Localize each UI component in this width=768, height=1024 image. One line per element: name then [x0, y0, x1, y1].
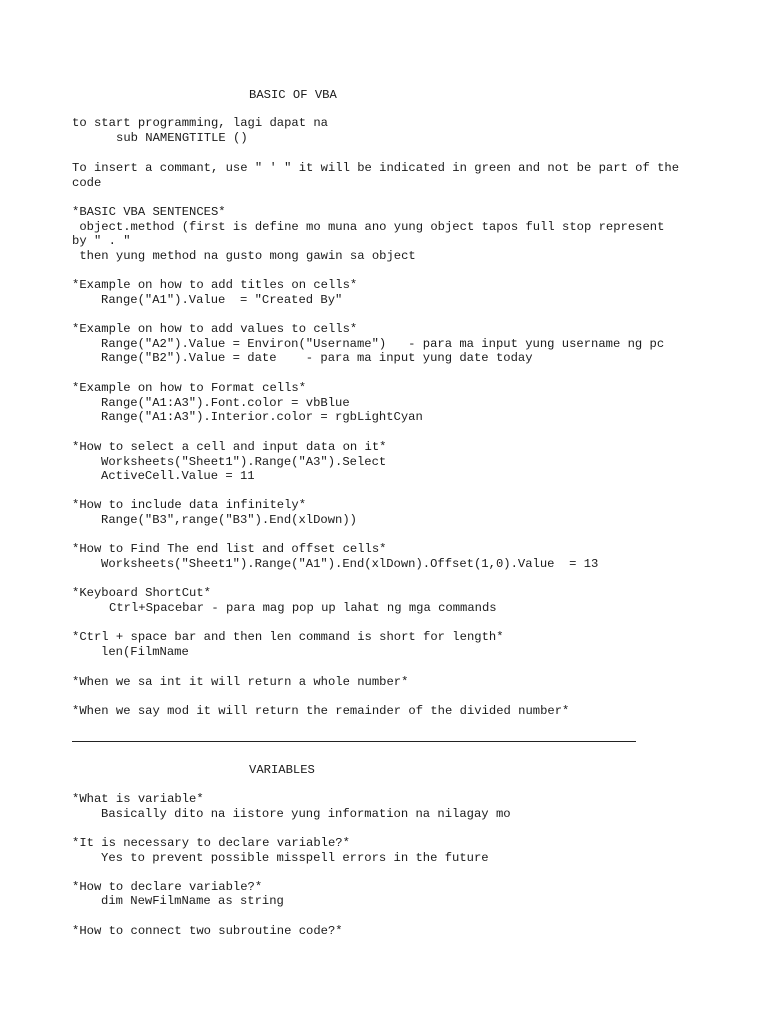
code-line: ActiveCell.Value = 11	[101, 469, 255, 483]
comment-line: To insert a commant, use " ' " it will be indicated in green and not be part of the	[72, 161, 680, 175]
section-heading: *Ctrl + space bar and then len command is short for length*	[72, 630, 504, 644]
section-heading: *How to Find The end list and offset cells*	[72, 542, 387, 556]
note-line: *When we say mod it will return the remainder of the divided number*	[72, 704, 570, 718]
code-line: Worksheets("Sheet1").Range("A1").End(xlDown).Offset(1,0).Value = 13	[101, 557, 599, 571]
section-heading: *What is variable*	[72, 792, 204, 806]
sub-declaration-line: sub NAMENGTITLE ()	[116, 131, 248, 145]
text-line: Yes to prevent possible misspell errors in the future	[101, 851, 489, 865]
code-line: Worksheets("Sheet1").Range("A3").Select	[101, 455, 387, 469]
text-line: by " . "	[72, 234, 131, 248]
code-line: Range("B3",range("B3").End(xlDown))	[101, 513, 357, 527]
code-line: Range("A1:A3").Font.color = vbBlue	[101, 396, 350, 410]
text-line: then yung method na gusto mong gawin sa object	[72, 249, 416, 263]
section-heading: *How to connect two subroutine code?*	[72, 924, 343, 938]
text-line: object.method (first is define mo muna ano yung object tapos full stop represent	[72, 220, 665, 234]
section-heading: *Keyboard ShortCut*	[72, 586, 211, 600]
section-heading: *BASIC VBA SENTENCES*	[72, 205, 226, 219]
section-heading: *Example on how to add values to cells*	[72, 322, 358, 336]
code-line: Range("A2").Value = Environ("Username") - para ma input yung username ng pc	[101, 337, 665, 351]
code-line: len(FilmName	[101, 645, 189, 659]
code-line: Range("A1").Value = "Created By"	[101, 293, 343, 307]
section-heading: *Example on how to add titles on cells*	[72, 278, 358, 292]
section-title-variables: VARIABLES	[249, 763, 315, 777]
note-line: *When we sa int it will return a whole number*	[72, 675, 409, 689]
shortcut-line: Ctrl+Spacebar - para mag pop up lahat ng mga commands	[109, 601, 497, 615]
text-line: Basically dito na iistore yung information na nilagay mo	[101, 807, 511, 821]
start-line: to start programming, lagi dapat na	[72, 116, 328, 130]
section-heading: *How to include data infinitely*	[72, 498, 307, 512]
code-line: Range("B2").Value = date - para ma input yung date today	[101, 351, 533, 365]
document-title: BASIC OF VBA	[249, 88, 337, 102]
section-heading: *How to select a cell and input data on it*	[72, 440, 387, 454]
comment-line-continued: code	[72, 176, 102, 190]
code-line: dim NewFilmName as string	[101, 894, 284, 908]
section-heading: *It is necessary to declare variable?*	[72, 836, 350, 850]
code-line: Range("A1:A3").Interior.color = rgbLightCyan	[101, 410, 423, 424]
horizontal-divider	[72, 741, 636, 742]
section-heading: *Example on how to Format cells*	[72, 381, 307, 395]
section-heading: *How to declare variable?*	[72, 880, 263, 894]
